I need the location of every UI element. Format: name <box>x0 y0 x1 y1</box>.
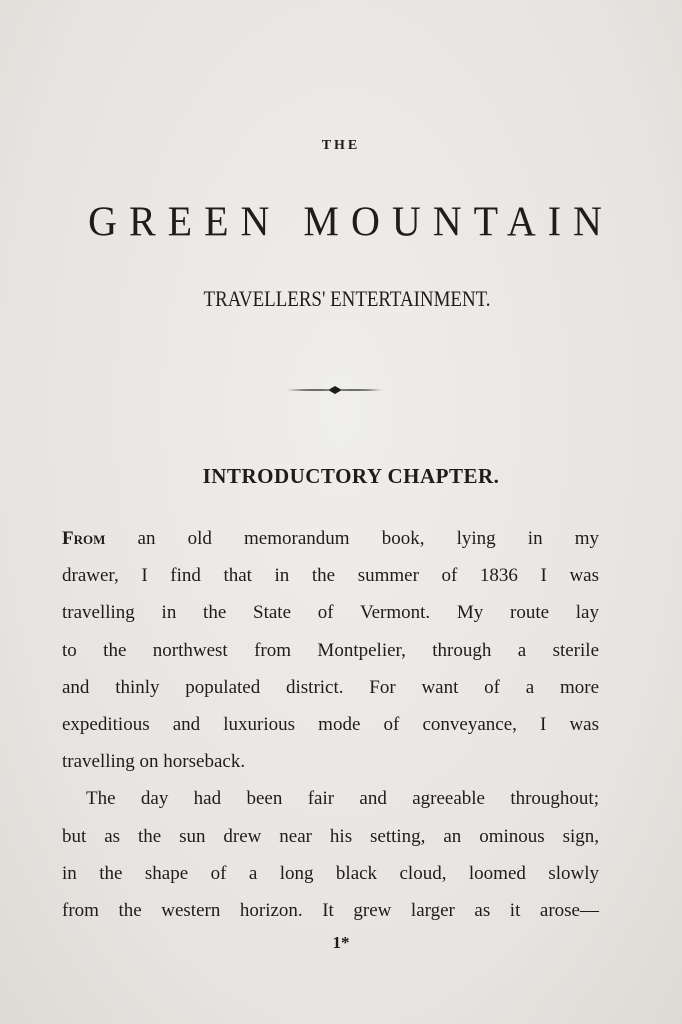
pre-title: THE <box>321 138 361 153</box>
paragraph-2 <box>62 780 599 929</box>
text-line: in the shape of a long black cloud, loomed slowly <box>62 862 599 884</box>
text-line: but as the sun drew near his setting, an ominous sign, <box>62 825 599 847</box>
text-line: from the western horizon. It grew larger as it arose— <box>62 900 599 922</box>
rule-ornament-icon <box>287 383 383 397</box>
lead-word: From <box>62 528 106 549</box>
chapter-heading: INTRODUCTORY CHAPTER. <box>202 464 500 488</box>
text-line: to the northwest from Montpelier, through a sterile <box>62 639 599 661</box>
body-text <box>62 520 599 929</box>
signature-mark: 1* <box>332 933 350 952</box>
text-line: drawer, I find that in the summer of 1836 I was <box>62 565 599 587</box>
paragraph-1 <box>62 520 599 780</box>
text-line: From an old memorandum book, lying in my <box>62 528 599 549</box>
text-line: travelling in the State of Vermont. My route lay <box>62 602 599 624</box>
book-title: GREEN MOUNTAIN <box>88 197 614 246</box>
book-subtitle: TRAVELLERS' ENTERTAINMENT. <box>203 286 491 311</box>
text-line: The day had been fair and agreeable throughout; <box>86 788 599 810</box>
text-line: and thinly populated district. For want of a more <box>62 676 599 698</box>
text-line: expeditious and luxurious mode of conveyance, I was <box>62 714 599 736</box>
text-line: travelling on horseback. <box>62 751 246 773</box>
